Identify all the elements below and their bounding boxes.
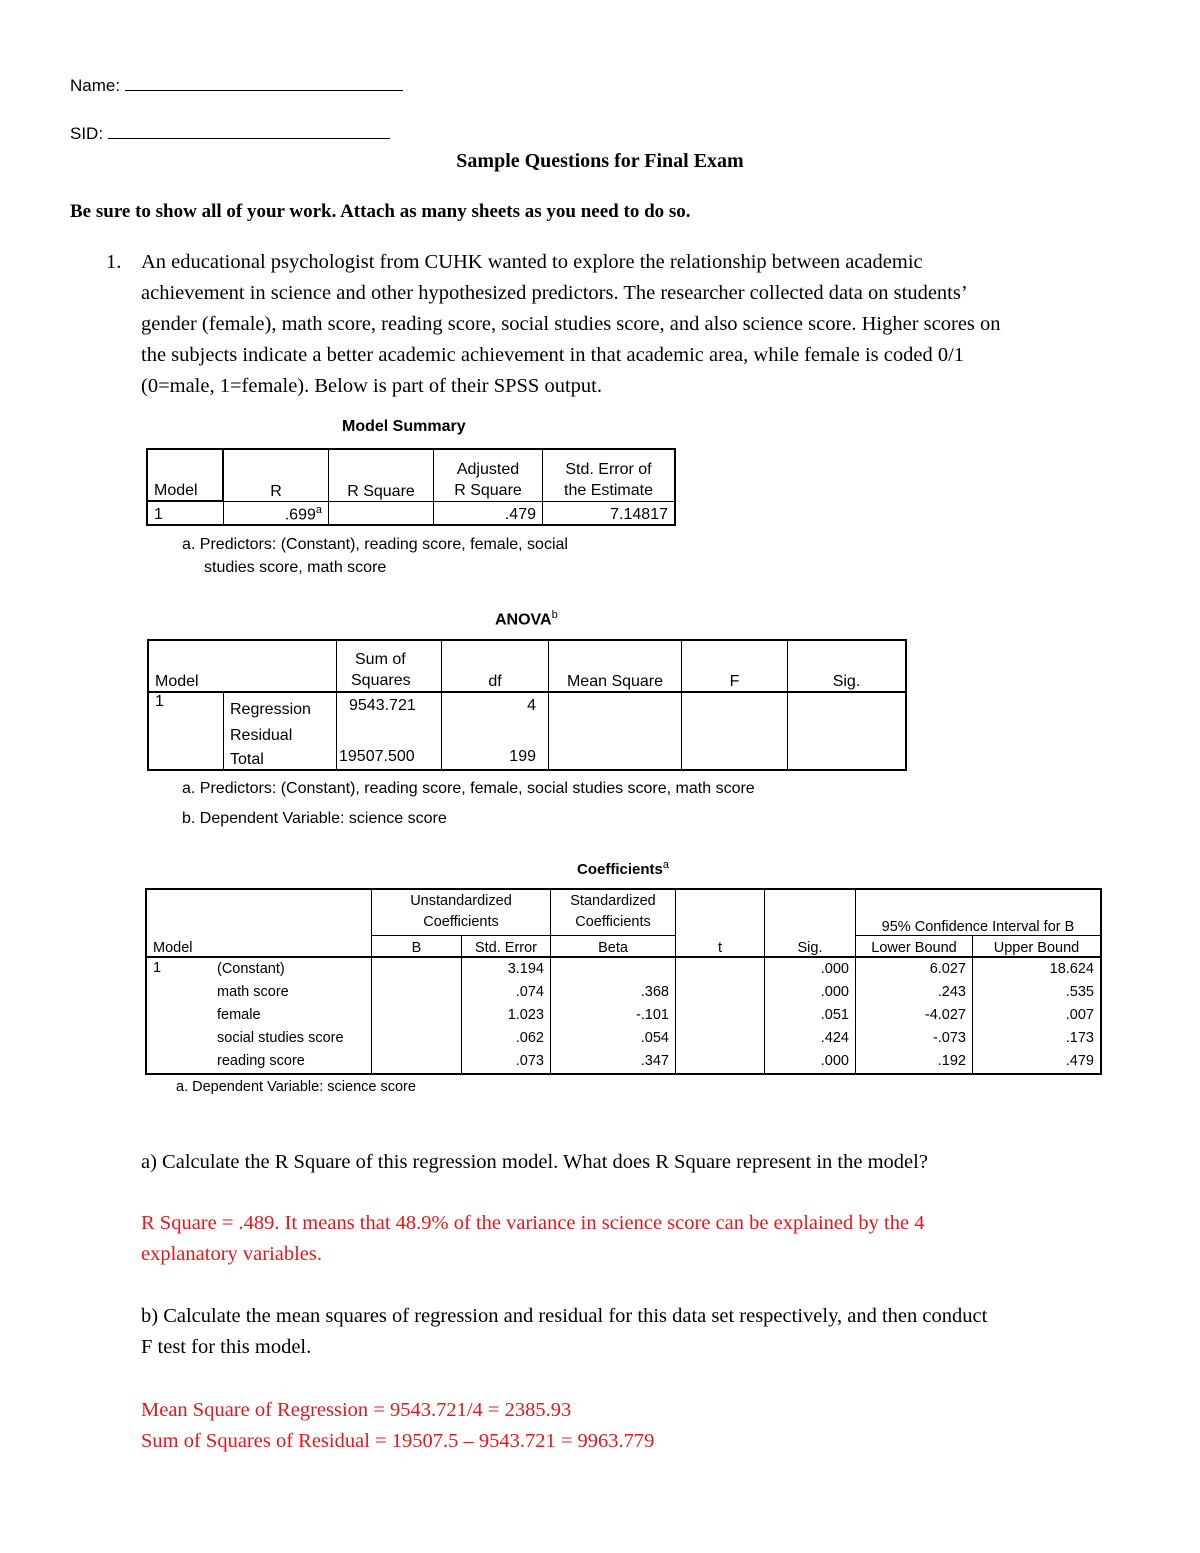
question-number: 1. [106, 251, 122, 273]
instructions: Be sure to show all of your work. Attach as many sheets as you need to do so. [70, 201, 691, 222]
coefficients-title-sup: a [662, 859, 669, 871]
coef-se-value: 1.023 [507, 1007, 544, 1023]
coef-lower-value: 6.027 [929, 961, 966, 977]
question-1-text [141, 247, 1151, 402]
part-a-answer-line: R Square = .489. It means that 48.9% of the variance in science score can be explained by the 4 [141, 1212, 925, 1234]
part-a-answer-line: explanatory variables. [141, 1243, 323, 1265]
part-a-answer [141, 1208, 924, 1270]
coef-se-value: .073 [515, 1053, 544, 1069]
anova-df-value [442, 719, 548, 745]
ms-header-se [543, 449, 676, 501]
ms-header-se-2: the Estimate [564, 481, 653, 499]
coef-header-std-2: Coefficients [575, 914, 651, 931]
anova-header-df: df [442, 640, 549, 692]
ms-r-sup: a [315, 503, 322, 516]
ms-header-r: R [223, 449, 329, 501]
anova-title [495, 609, 558, 629]
coef-header-beta: Beta [551, 935, 676, 957]
coefficients-table [145, 888, 1102, 1075]
anova-header-ss-2: Squares [351, 672, 411, 689]
ms-footnote-2: studies score, math score [204, 559, 387, 576]
anova-header-sig: Sig. [788, 640, 907, 692]
coef-header-ci: 95% Confidence Interval for B [856, 889, 1102, 935]
coef-header-sig: Sig. [765, 889, 856, 957]
anova-footnote-a: a. Predictors: (Constant), reading score, female, social studies score, math score [182, 780, 755, 797]
anova-f-col [682, 692, 788, 770]
anova-ms-col [549, 692, 682, 770]
coef-row-label: math score [217, 984, 289, 1000]
coef-header-std-1: Standardized [570, 893, 656, 910]
coef-se-value: 3.194 [507, 961, 544, 977]
name-label: Name: [70, 76, 121, 95]
question-line: achievement in science and other hypothesized predictors. The researcher collected data on students’ [141, 282, 968, 304]
coef-se-col [462, 957, 551, 1074]
coef-beta-value: .347 [640, 1053, 669, 1069]
ms-cell-r [223, 501, 329, 525]
coef-header-unstd [372, 889, 551, 935]
anova-footnote-b: b. Dependent Variable: science score [182, 810, 447, 827]
coef-lower-value: .243 [937, 984, 966, 1000]
ms-cell-se: 7.14817 [543, 501, 676, 525]
coef-sig-col [765, 957, 856, 1074]
anova-header-f: F [682, 640, 788, 692]
name-blank[interactable] [125, 76, 403, 91]
coef-sig-value: .051 [820, 1007, 849, 1023]
part-b-question-line: b) Calculate the mean squares of regression and residual for this data set respectively, and then conduct [141, 1305, 988, 1327]
coef-lower-value: .192 [937, 1053, 966, 1069]
model-summary-table [146, 448, 676, 526]
anova-header-ss [337, 640, 442, 692]
ms-cell-r-square [329, 501, 434, 525]
coef-header-std [551, 889, 676, 935]
coef-header-upper: Upper Bound [973, 935, 1102, 957]
coefficients-title-text: Coefficients [577, 861, 663, 878]
coef-sig-value: .000 [820, 1053, 849, 1069]
anova-title-text: ANOVA [495, 611, 552, 629]
coef-beta-value: .054 [640, 1030, 669, 1046]
anova-row-label: Total [224, 745, 337, 770]
coef-row-label: reading score [217, 1053, 305, 1069]
coef-upper-value: .007 [1065, 1007, 1094, 1023]
coef-row-label: social studies score [217, 1030, 344, 1046]
part-b-answer-line: Sum of Squares of Residual = 19507.5 – 9543.721 = 9963.779 [141, 1430, 655, 1452]
coef-beta-value [557, 958, 669, 981]
coef-sig-value: .424 [820, 1030, 849, 1046]
ms-header-adjusted [434, 449, 543, 501]
anova-header-ms: Mean Square [549, 640, 682, 692]
coef-sig-value: .000 [820, 984, 849, 1000]
anova-ss-value: 9543.721 [349, 697, 416, 714]
coef-t-col [676, 957, 765, 1074]
page-title: Sample Questions for Final Exam [456, 150, 744, 172]
part-a-question: a) Calculate the R Square of this regression model. What does R Square represent in the model? [141, 1151, 928, 1173]
coef-beta-col [551, 957, 676, 1074]
question-line: An educational psychologist from CUHK wanted to explore the relationship between academic [141, 251, 923, 273]
ms-r-value: .699 [284, 506, 316, 523]
coefficients-title [577, 859, 669, 878]
ms-header-model: Model [147, 449, 223, 501]
ms-header-adj-1: Adjusted [456, 460, 520, 478]
anova-sig-col [788, 692, 907, 770]
anova-ss-col [337, 692, 442, 770]
coef-t-value [682, 958, 758, 981]
anova-row-label: Regression [224, 692, 337, 719]
ms-cell-adj: .479 [434, 501, 543, 525]
coef-row-label: (Constant) [217, 961, 285, 977]
part-b-answer-line: Mean Square of Regression = 9543.721/4 = 2385.93 [141, 1399, 572, 1421]
coef-header-model: Model [146, 889, 372, 957]
anova-header-ss-1: Sum of [355, 651, 406, 668]
ms-cell-model: 1 [147, 501, 223, 525]
coef-header-unstd-2: Coefficients [423, 914, 499, 931]
anova-header-model: Model [148, 640, 337, 692]
coef-b-value [378, 958, 455, 981]
model-summary-title: Model Summary [342, 418, 466, 435]
part-b-question [141, 1301, 987, 1363]
ms-header-adj-2: R Square [454, 481, 522, 499]
coef-beta-value: -.101 [635, 1007, 669, 1023]
question-line: (0=male, 1=female). Below is part of their SPSS output. [141, 375, 602, 397]
anova-df-col [442, 692, 549, 770]
coef-row-label: female [217, 1007, 261, 1023]
coef-beta-value: .368 [640, 984, 669, 1000]
coef-model-num: 1 [146, 957, 211, 1074]
anova-ss-value [337, 719, 441, 745]
part-b-question-line: F test for this model. [141, 1336, 312, 1358]
anova-df-value: 4 [527, 697, 536, 714]
coef-header-t: t [676, 889, 765, 957]
anova-ss-value: 19507.500 [339, 748, 415, 765]
coef-header-se: Std. Error [462, 935, 551, 957]
coef-lower-value: -.073 [932, 1030, 966, 1046]
anova-table [147, 639, 907, 771]
coef-upper-value: .173 [1065, 1030, 1094, 1046]
coef-upper-value: 18.624 [1049, 961, 1094, 977]
coef-header-lower: Lower Bound [856, 935, 973, 957]
anova-df-value: 199 [509, 748, 536, 765]
coef-lower-col [856, 957, 973, 1074]
sid-blank[interactable] [108, 124, 390, 139]
coef-labels [211, 957, 372, 1074]
coef-lower-value: -4.027 [924, 1007, 966, 1023]
coef-upper-value: .535 [1065, 984, 1094, 1000]
coefficients-footnote: a. Dependent Variable: science score [176, 1079, 416, 1095]
coef-sig-value: .000 [820, 961, 849, 977]
ms-header-r-square: R Square [329, 449, 434, 501]
coef-b-col [372, 957, 462, 1074]
question-line: gender (female), math score, reading score, social studies score, and also science score. Higher scores on [141, 313, 1001, 335]
part-b-answer [141, 1395, 654, 1457]
coef-upper-value: .479 [1065, 1053, 1094, 1069]
question-line: the subjects indicate a better academic achievement in that academic area, while female is coded 0/1 [141, 344, 965, 366]
anova-title-sup: b [551, 609, 558, 621]
coef-upper-col [973, 957, 1102, 1074]
ms-header-se-1: Std. Error of [565, 460, 652, 478]
coef-se-value: .074 [515, 984, 544, 1000]
ms-footnote [182, 533, 568, 579]
sid-field [70, 124, 390, 144]
coef-header-unstd-1: Unstandardized [410, 893, 512, 910]
ms-footnote-1: a. Predictors: (Constant), reading score, female, social [182, 536, 568, 553]
name-field [70, 76, 403, 96]
anova-row-label: Residual [224, 719, 337, 746]
coef-header-b: B [372, 935, 462, 957]
anova-model-num: 1 [148, 692, 224, 770]
sid-label: SID: [70, 124, 104, 143]
coef-se-value: .062 [515, 1030, 544, 1046]
